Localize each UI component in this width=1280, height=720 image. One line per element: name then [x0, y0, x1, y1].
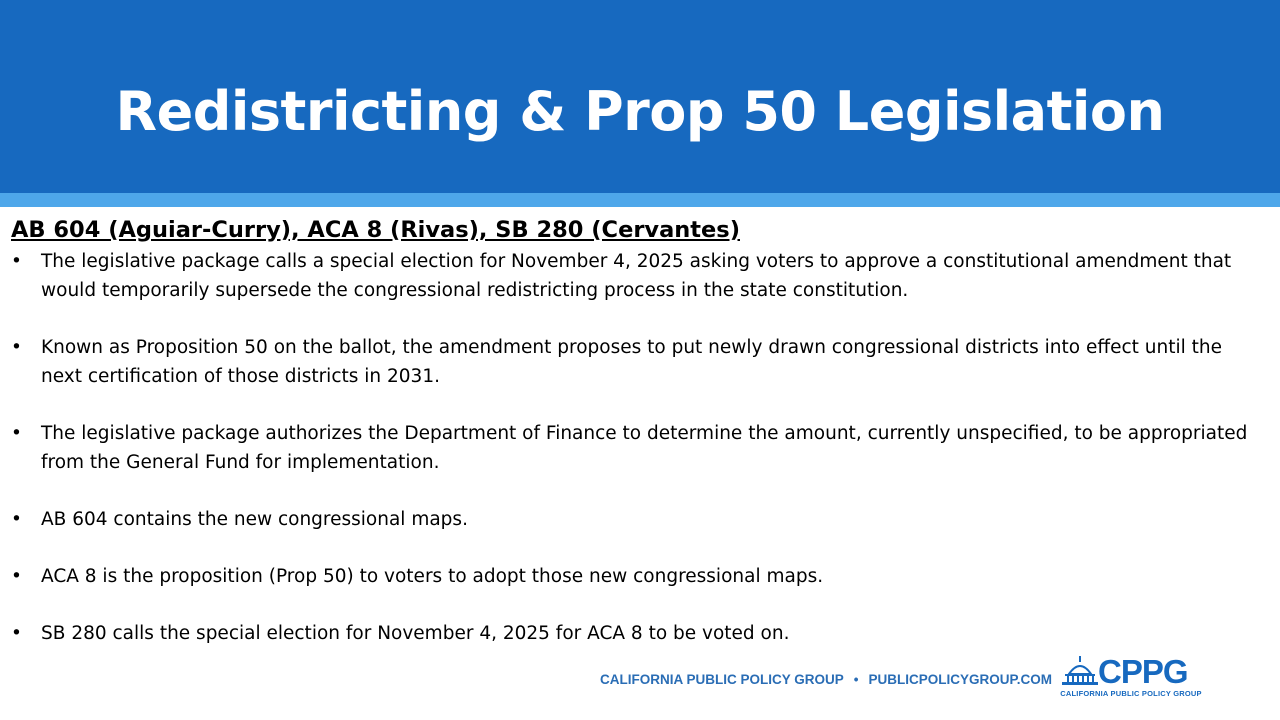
- slide-title: Redistricting & Prop 50 Legislation: [115, 80, 1165, 143]
- bullet-item: • AB 604 contains the new congressional maps.: [11, 505, 1261, 534]
- bills-heading: AB 604 (Aguiar-Curry), ACA 8 (Rivas), SB 280 (Cervantes): [11, 217, 740, 243]
- title-banner: [0, 0, 1280, 193]
- cppg-logo: [1060, 654, 1202, 700]
- footer-org-name: CALIFORNIA PUBLIC POLICY GROUP: [600, 672, 844, 687]
- logo-subtext: CALIFORNIA PUBLIC POLICY GROUP: [1060, 689, 1202, 698]
- slide-content: [11, 215, 1261, 676]
- bullet-item: • The legislative package authorizes the Department of Finance to determine the amount, currently unspecified, to be appropriated from the General Fund for implementation.: [11, 419, 1261, 477]
- capitol-dome-icon: [1060, 654, 1100, 688]
- footer-separator: •: [853, 672, 859, 687]
- bullet-item: • ACA 8 is the proposition (Prop 50) to voters to adopt those new congressional maps.: [11, 562, 1261, 591]
- footer-website-link[interactable]: PUBLICPOLICYGROUP.COM: [868, 672, 1053, 687]
- bullet-item: • SB 280 calls the special election for November 4, 2025 for ACA 8 to be voted on.: [11, 619, 1261, 648]
- footer: [600, 672, 1052, 687]
- title-banner-stripe: [0, 193, 1280, 207]
- logo-wordmark: CPPG: [1098, 653, 1188, 690]
- bullet-item: • The legislative package calls a special election for November 4, 2025 asking voters to approve a constitutional amendment that would temporarily supersede the congressional redistricting process in the state constitution.: [11, 247, 1261, 305]
- bullet-list: [11, 247, 1261, 648]
- bullet-item: • Known as Proposition 50 on the ballot, the amendment proposes to put newly drawn congressional districts into effect until the next certification of those districts in 2031.: [11, 333, 1261, 391]
